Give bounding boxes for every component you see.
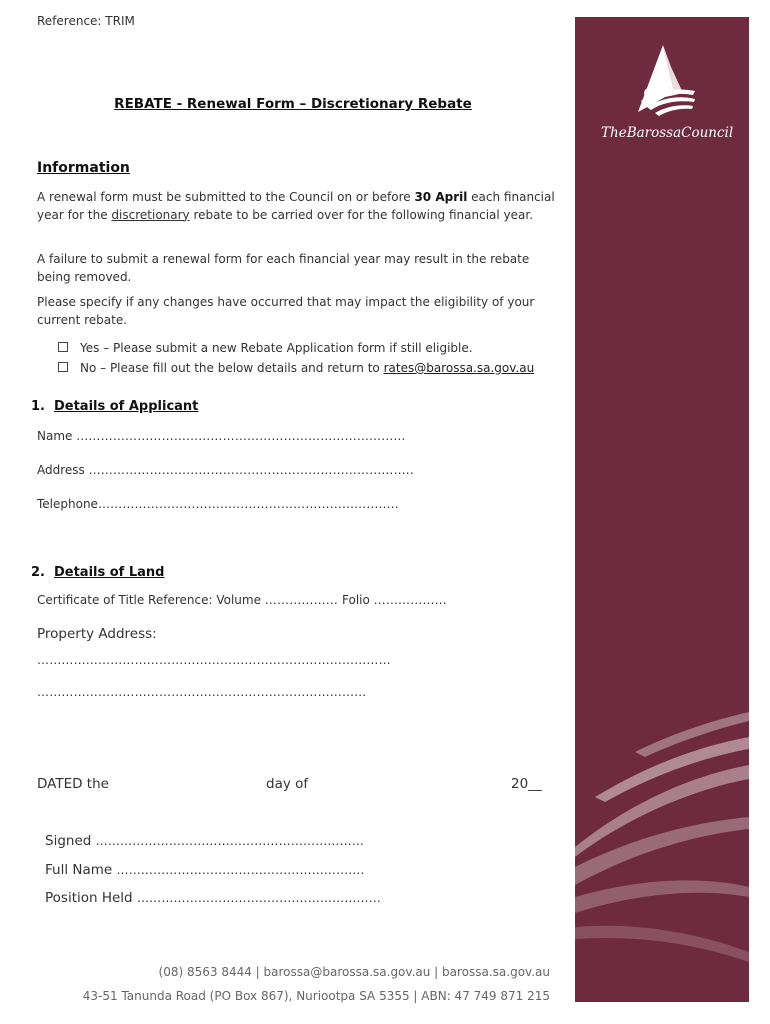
name-field[interactable] <box>37 429 406 443</box>
folio-label: Folio <box>342 593 374 607</box>
information-paragraph-2: A failure to submit a renewal form for each financial year may result in the rebate being removed. <box>37 252 530 284</box>
information-paragraph-3: Please specify if any changes have occurred that may impact the eligibility of your current rebate. <box>37 295 535 327</box>
volume-fill-line[interactable]: ……………… <box>264 593 343 607</box>
dated-label: DATED the <box>37 776 109 792</box>
applicant-section-number: 1. <box>31 399 45 414</box>
option-no-label: No – Please fill out the below details and return to <box>80 361 384 375</box>
footer-contact: (08) 8563 8444 | barossa@barossa.sa.gov.au | barossa.sa.gov.au <box>158 965 550 979</box>
signed-field[interactable] <box>45 833 364 849</box>
full-name-field[interactable] <box>45 862 365 878</box>
applicant-section-title: Details of Applicant <box>53 399 199 414</box>
day-of-label: day of <box>266 776 309 792</box>
land-heading <box>31 565 164 580</box>
option-yes[interactable] <box>58 341 473 355</box>
footer-address: 43-51 Tanunda Road (PO Box 867), Nuriootpa SA 5355 | ABN: 47 749 871 215 <box>82 989 550 1003</box>
signed-fill-line[interactable]: ………………………………………………………… <box>95 834 365 848</box>
para1-text-start: A renewal form must be submitted to the Council on or before <box>37 190 415 204</box>
folio-fill-line[interactable]: ……………… <box>373 593 447 607</box>
applicant-heading <box>31 399 198 414</box>
rates-email-link[interactable]: rates@barossa.sa.gov.au <box>383 361 535 375</box>
position-held-field[interactable] <box>45 890 381 906</box>
property-address-line-1[interactable]: …………………………………………………………………………… <box>37 653 391 667</box>
telephone-field[interactable] <box>37 497 399 511</box>
telephone-label: Telephone <box>37 497 98 511</box>
information-heading: Information <box>37 160 130 176</box>
telephone-fill-line[interactable]: ……………………………………………………………….. <box>97 497 399 511</box>
option-no[interactable] <box>58 361 534 375</box>
option-yes-label: Yes – Please submit a new Rebate Application form if still eligible. <box>80 341 473 355</box>
reference-label: Reference: TRIM <box>37 14 135 28</box>
land-section-number: 2. <box>31 565 45 580</box>
para1-text-mid: each financial year for the <box>37 190 555 222</box>
no-checkbox[interactable] <box>58 362 68 372</box>
information-paragraph-1 <box>37 189 562 224</box>
signed-label: Signed <box>45 833 96 849</box>
council-logo-text: TheBarossaCouncil <box>601 125 734 141</box>
address-fill-line[interactable]: …………………………………………………………………….. <box>88 463 414 477</box>
brand-sidebar <box>575 17 749 1002</box>
para1-text-end: rebate to be carried over for the following financial year. <box>189 207 534 222</box>
position-held-label: Position Held <box>45 890 137 906</box>
property-address-line-2[interactable]: ……………………………………………………………………... <box>37 685 367 699</box>
decorative-swoosh-icon <box>575 17 749 1002</box>
certificate-label: Certificate of Title Reference: Volume <box>37 593 265 607</box>
position-held-fill-line[interactable]: …………………………………………………… <box>136 891 381 905</box>
form-title: REBATE - Renewal Form – Discretionary Rebate <box>114 96 472 112</box>
property-address-label: Property Address: <box>37 626 157 642</box>
address-label: Address <box>37 463 89 477</box>
land-section-title: Details of Land <box>53 565 165 580</box>
certificate-of-title-field[interactable] <box>37 593 447 607</box>
address-field[interactable] <box>37 463 414 477</box>
full-name-label: Full Name <box>45 862 117 878</box>
full-name-fill-line[interactable]: ……………………………………………………. <box>116 863 365 877</box>
name-fill-line[interactable]: ……………………………………………………………………… <box>76 429 406 443</box>
yes-checkbox[interactable] <box>58 342 68 352</box>
deadline-date: 30 April <box>414 190 468 204</box>
discretionary-word: discretionary <box>111 207 190 222</box>
name-label: Name <box>37 429 77 443</box>
year-field[interactable]: 20__ <box>511 776 542 792</box>
